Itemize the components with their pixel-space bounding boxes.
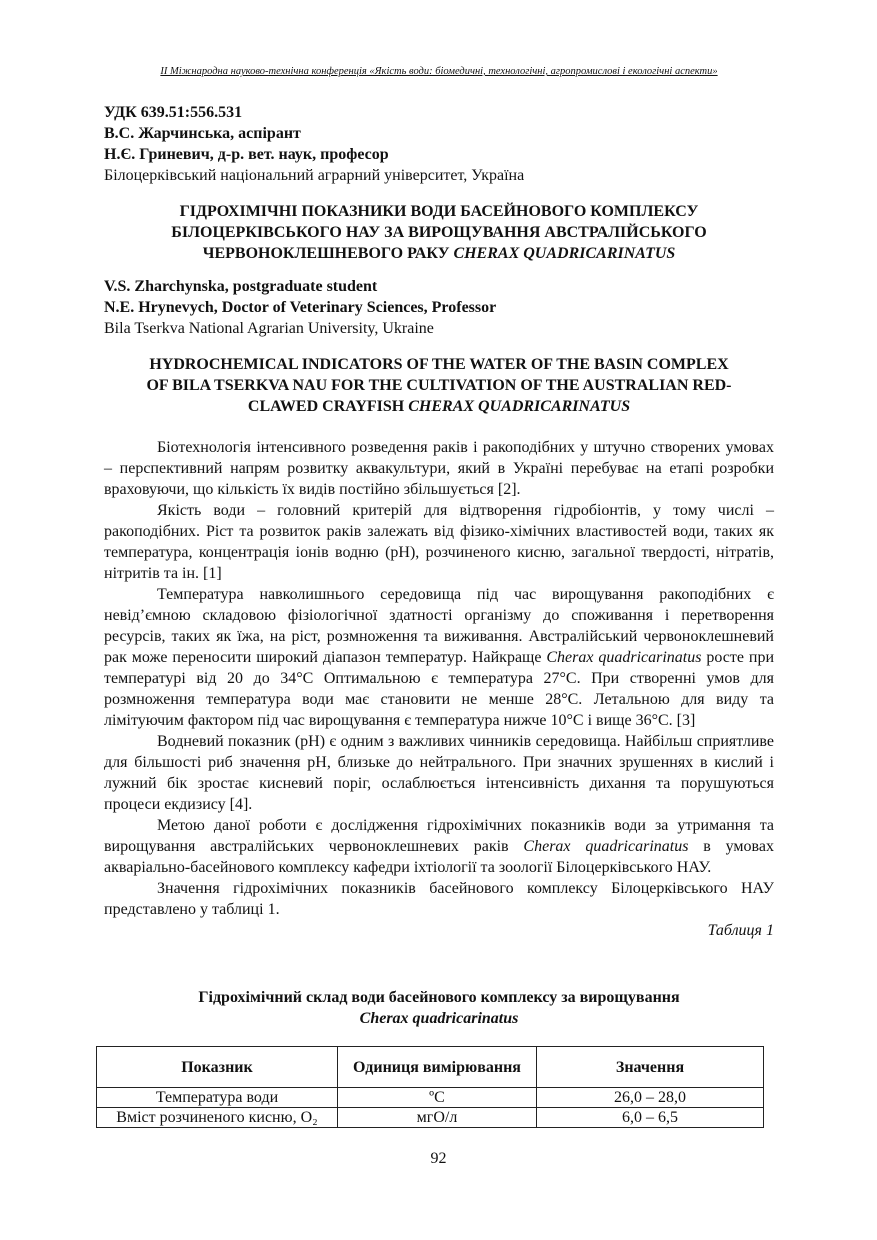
title-ukr-line-3-text: ЧЕРВОНОКЛЕШНЕВОГО РАКУ	[202, 245, 450, 262]
table-cell-indicator: Температура води	[97, 1088, 338, 1108]
paragraph-3-part-a: Температура навколишнього середовища під час вирощування ракоподібних є невід’ємною складовою фізіологічної здатності організму до споживання і перетворення ресурсів, таких як їжа, на ріст, розмноження та виживання. Австралійський червоноклешневий рак може переносити широкий діапазон температур. Найкраще	[104, 586, 774, 666]
ukr-front-matter	[104, 102, 774, 186]
author-1-eng: V.S. Zharchynska, postgraduate student	[104, 278, 378, 295]
paragraph-5-part-b: в умовах акваріально-басейнового комплексу кафедри іхтіології та зоології Білоцерківського НАУ.	[104, 838, 774, 876]
table-cell-unit: мгО/л	[338, 1108, 537, 1128]
paragraph-5-part-a: Метою даної роботи є дослідження гідрохімічних показників води за утримання та вирощування австралійських червоноклешневих раків	[104, 817, 774, 855]
title-ukr-species: CHERAX QUADRICARINATUS	[453, 245, 676, 262]
table-title-line-2: Cherax quadricarinatus	[359, 1010, 519, 1027]
title-eng-species: CHERAX QUADRICARINATUS	[408, 398, 631, 415]
paragraph-6: Значення гідрохімічних показників басейнового комплексу Білоцерківського НАУ представлено у таблиці 1.	[104, 880, 774, 918]
udc-code: УДК 639.51:556.531	[104, 104, 243, 121]
table-cell-value: 6,0 – 6,5	[537, 1108, 764, 1128]
title-ukr-line-1: ГІДРОХІМІЧНІ ПОКАЗНИКИ ВОДИ БАСЕЙНОВОГО КОМПЛЕКСУ	[179, 203, 699, 220]
table-header-row	[97, 1047, 764, 1088]
header-indicator: Показник	[97, 1047, 338, 1088]
paragraph-1: Біотехнологія інтенсивного розведення раків і ракоподібних у штучно створених умовах – перспективний напрям розвитку аквакультури, який в Україні перебуває на етапі розробки враховуючи, що кількість їх видів постійно збільшується [2].	[104, 439, 774, 498]
author-2-ukr: Н.Є. Гриневич, д-р. вет. наук, професор	[104, 146, 389, 163]
affiliation-ukr: Білоцерківський національний аграрний університет, Україна	[104, 167, 525, 184]
title-ukr-line-3	[104, 243, 774, 264]
title-ukr-line-2: БІЛОЦЕРКІВСЬКОГО НАУ ЗА ВИРОЩУВАННЯ АВСТРАЛІЙСЬКОГО	[171, 224, 707, 241]
author-2-eng: N.E. Hrynevych, Doctor of Veterinary Sciences, Professor	[104, 299, 497, 316]
table-cell-value: 26,0 – 28,0	[537, 1088, 764, 1108]
table-row	[97, 1088, 764, 1108]
title-eng	[104, 354, 774, 417]
body-text	[104, 437, 774, 941]
table-row	[97, 1108, 764, 1128]
eng-front-matter	[104, 276, 774, 339]
header-unit: Одиниця вимірювання	[338, 1047, 537, 1088]
paragraph-5-species: Cherax quadricarinatus	[523, 838, 689, 855]
table-title-line-1: Гідрохімічний склад води басейнового комплексу за вирощування	[198, 989, 680, 1006]
author-1-ukr: В.С. Жарчинська, аспірант	[104, 125, 301, 142]
table-cell-unit: ºС	[338, 1088, 537, 1108]
paragraph-3	[104, 584, 774, 731]
table-cell-indicator: Вміст розчиненого кисню, О₂	[97, 1108, 338, 1128]
hydrochemistry-table	[96, 1046, 764, 1128]
title-eng-line-3	[104, 396, 774, 417]
running-header: II Міжнародна науково-технічна конференція «Якість води: біомедичні, технологічні, агропромислові і екологічні аспекти»	[160, 66, 718, 77]
title-eng-line-2: OF BILA TSERKVA NAU FOR THE CULTIVATION OF THE AUSTRALIAN RED-	[146, 377, 732, 394]
paragraph-4: Водневий показник (pH) є одним з важливих чинників середовища. Найбільш сприятливе для більшості риб значення pH, близьке до нейтрального. При значних зрушеннях в кислий і лужний бік зростає кисневий поріг, ослаблюється інтенсивність дихання та порушуються процеси екдизису [4].	[104, 733, 774, 813]
paragraph-3-species: Cherax quadricarinatus	[546, 649, 702, 666]
header-value: Значення	[537, 1047, 764, 1088]
title-ukr	[104, 201, 774, 264]
affiliation-eng: Bila Tserkva National Agrarian University, Ukraine	[104, 320, 434, 337]
page-number: 92	[430, 1150, 447, 1167]
paragraph-3-part-b: росте при температурі від 20 до 34°C Оптимальною є температура 27°C. При створенні умов для розмноження температура води має становити не менше 28°C. Летальною для виду та лімітуючим фактором під час вирощування є температура нижче 10°C і вище 36°C. [3]	[104, 649, 774, 729]
table-title	[104, 987, 774, 1029]
title-eng-line-1: HYDROCHEMICAL INDICATORS OF THE WATER OF THE BASIN COMPLEX	[149, 356, 729, 373]
table-caption: Таблиця 1	[707, 922, 774, 939]
paragraph-2: Якість води – головний критерій для відтворення гідробіонтів, у тому числі – ракоподібних. Ріст та розвиток раків залежать від фізико-хімічних властивостей води, таких як температура, концентрація іонів водню (pH), розчиненого кисню, загальної твердості, нітратів, нітритів та ін. [1]	[104, 502, 774, 582]
paragraph-5	[104, 815, 774, 878]
title-eng-line-3-text: CLAWED CRAYFISH	[247, 398, 405, 415]
